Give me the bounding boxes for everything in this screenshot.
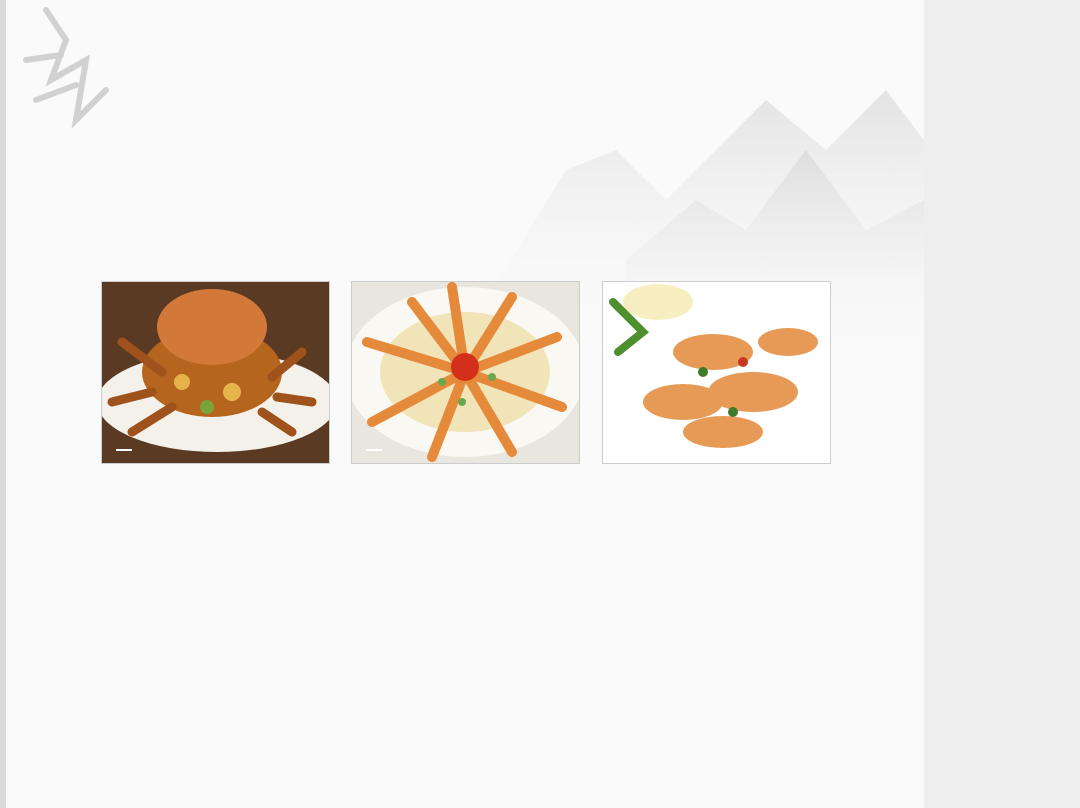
photo-number-tag bbox=[366, 449, 382, 451]
menu-page bbox=[6, 0, 924, 808]
photo-number-tag bbox=[116, 449, 132, 451]
steamed-prawns-photo bbox=[352, 282, 579, 463]
photo-prawns-steamed bbox=[351, 281, 580, 464]
photo-salt-pepper-shrimp bbox=[602, 281, 831, 464]
fried-crab-photo bbox=[102, 282, 329, 463]
photo-crab bbox=[101, 281, 330, 464]
photo-number-tag bbox=[617, 449, 633, 451]
background-margin bbox=[924, 0, 1080, 808]
salt-pepper-shrimp-photo bbox=[603, 282, 830, 463]
